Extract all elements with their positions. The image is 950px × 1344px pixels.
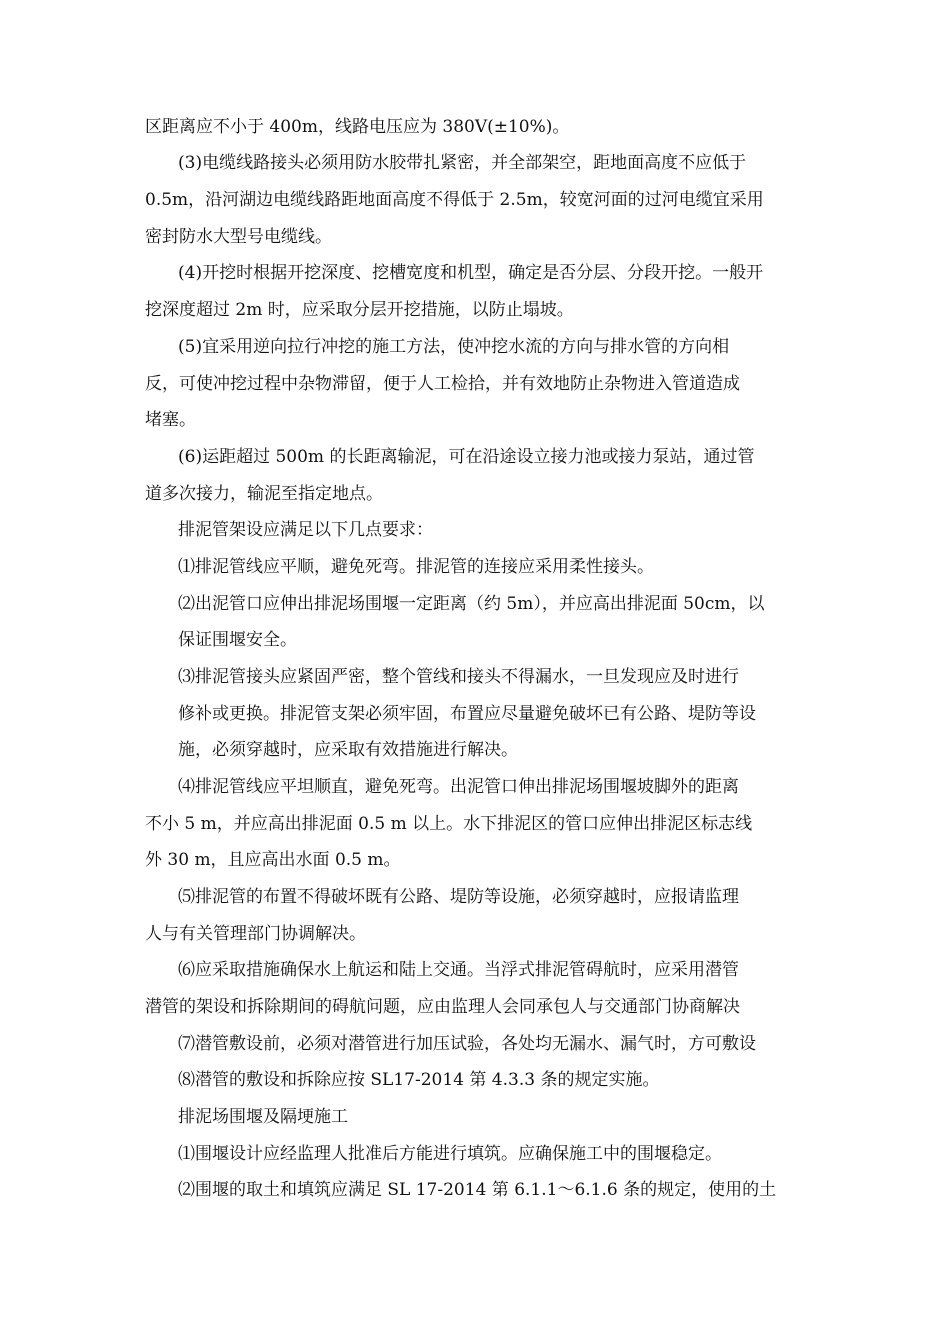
text-line: ⑵出泥管口应伸出排泥场围堰一定距离（约 5m），并应高出排泥面 50cm，以 [178,594,765,614]
text-line: 密封防水大型号电缆线。 [145,227,332,247]
text-line: ⑴排泥管线应平顺，避免死弯。排泥管的连接应采用柔性接头。 [178,557,654,577]
text-line: (4)开挖时根据开挖深度、挖槽宽度和机型，确定是否分层、分段开挖。一般开 [178,263,764,283]
text-line: 施，必须穿越时，应采取有效措施进行解决。 [178,740,518,760]
text-line: 修补或更换。排泥管支架必须牢固，布置应尽量避免破坏已有公路、堤防等设 [178,704,756,724]
text-line: 堵塞。 [145,410,196,430]
text-line: 人与有关管理部门协调解决。 [145,924,366,944]
text-line: 外 30 m，且应高出水面 0.5 m。 [145,850,401,870]
text-line: (3)电缆线路接头必须用防水胶带扎紧密，并全部架空，距地面高度不应低于 [178,153,747,173]
text-line: ⑶排泥管接头应紧固严密，整个管线和接头不得漏水，一旦发现应及时进行 [178,667,739,687]
text-line: ⑴围堰设计应经监理人批准后方能进行填筑。应确保施工中的围堰稳定。 [178,1144,722,1164]
text-line: 排泥场围堰及隔埂施工 [178,1107,348,1127]
text-line: ⑵围堰的取土和填筑应满足 SL 17-2014 第 6.1.1～6.1.6 条的规定，使用的土 [178,1180,777,1200]
text-line: 排泥管架设应满足以下几点要求： [178,520,433,540]
text-line: ⑻潜管的敷设和拆除应按 SL17-2014 第 4.3.3 条的规定实施。 [178,1070,660,1090]
text-line: ⑺潜管敷设前，必须对潜管进行加压试验，各处均无漏水、漏气时，方可敷设 [178,1034,756,1054]
text-line: 挖深度超过 2m 时，应采取分层开挖措施，以防止塌坡。 [145,300,574,320]
text-line: ⑸排泥管的布置不得破坏既有公路、堤防等设施，必须穿越时，应报请监理 [178,887,739,907]
text-line: 反，可使冲挖过程中杂物滞留，便于人工检拾，并有效地防止杂物进入管道造成 [145,374,740,394]
text-line: 保证围堰安全。 [178,630,297,650]
text-line: 道多次接力，输泥至指定地点。 [145,484,383,504]
text-line: 0.5m，沿河湖边电缆线路距地面高度不得低于 2.5m，较宽河面的过河电缆宜采用 [145,190,764,210]
text-line: 潜管的架设和拆除期间的碍航问题，应由监理人会同承包人与交通部门协商解决 [145,997,740,1017]
text-line: ⑷排泥管线应平坦顺直，避免死弯。出泥管口伸出排泥场围堰坡脚外的距离 [178,777,739,797]
text-line: 不小 5 m，并应高出排泥面 0.5 m 以上。水下排泥区的管口应伸出排泥区标志线 [145,814,753,834]
text-line: 区距离应不小于 400m，线路电压应为 380V(±10%)。 [145,117,570,137]
text-line: (6)运距超过 500m 的长距离输泥，可在沿途设立接力池或接力泵站，通过管 [178,447,755,467]
text-line: (5)宜采用逆向拉行冲挖的施工方法，使冲挖水流的方向与排水管的方向相 [178,337,730,357]
text-line: ⑹应采取措施确保水上航运和陆上交通。当浮式排泥管碍航时，应采用潜管 [178,960,739,980]
